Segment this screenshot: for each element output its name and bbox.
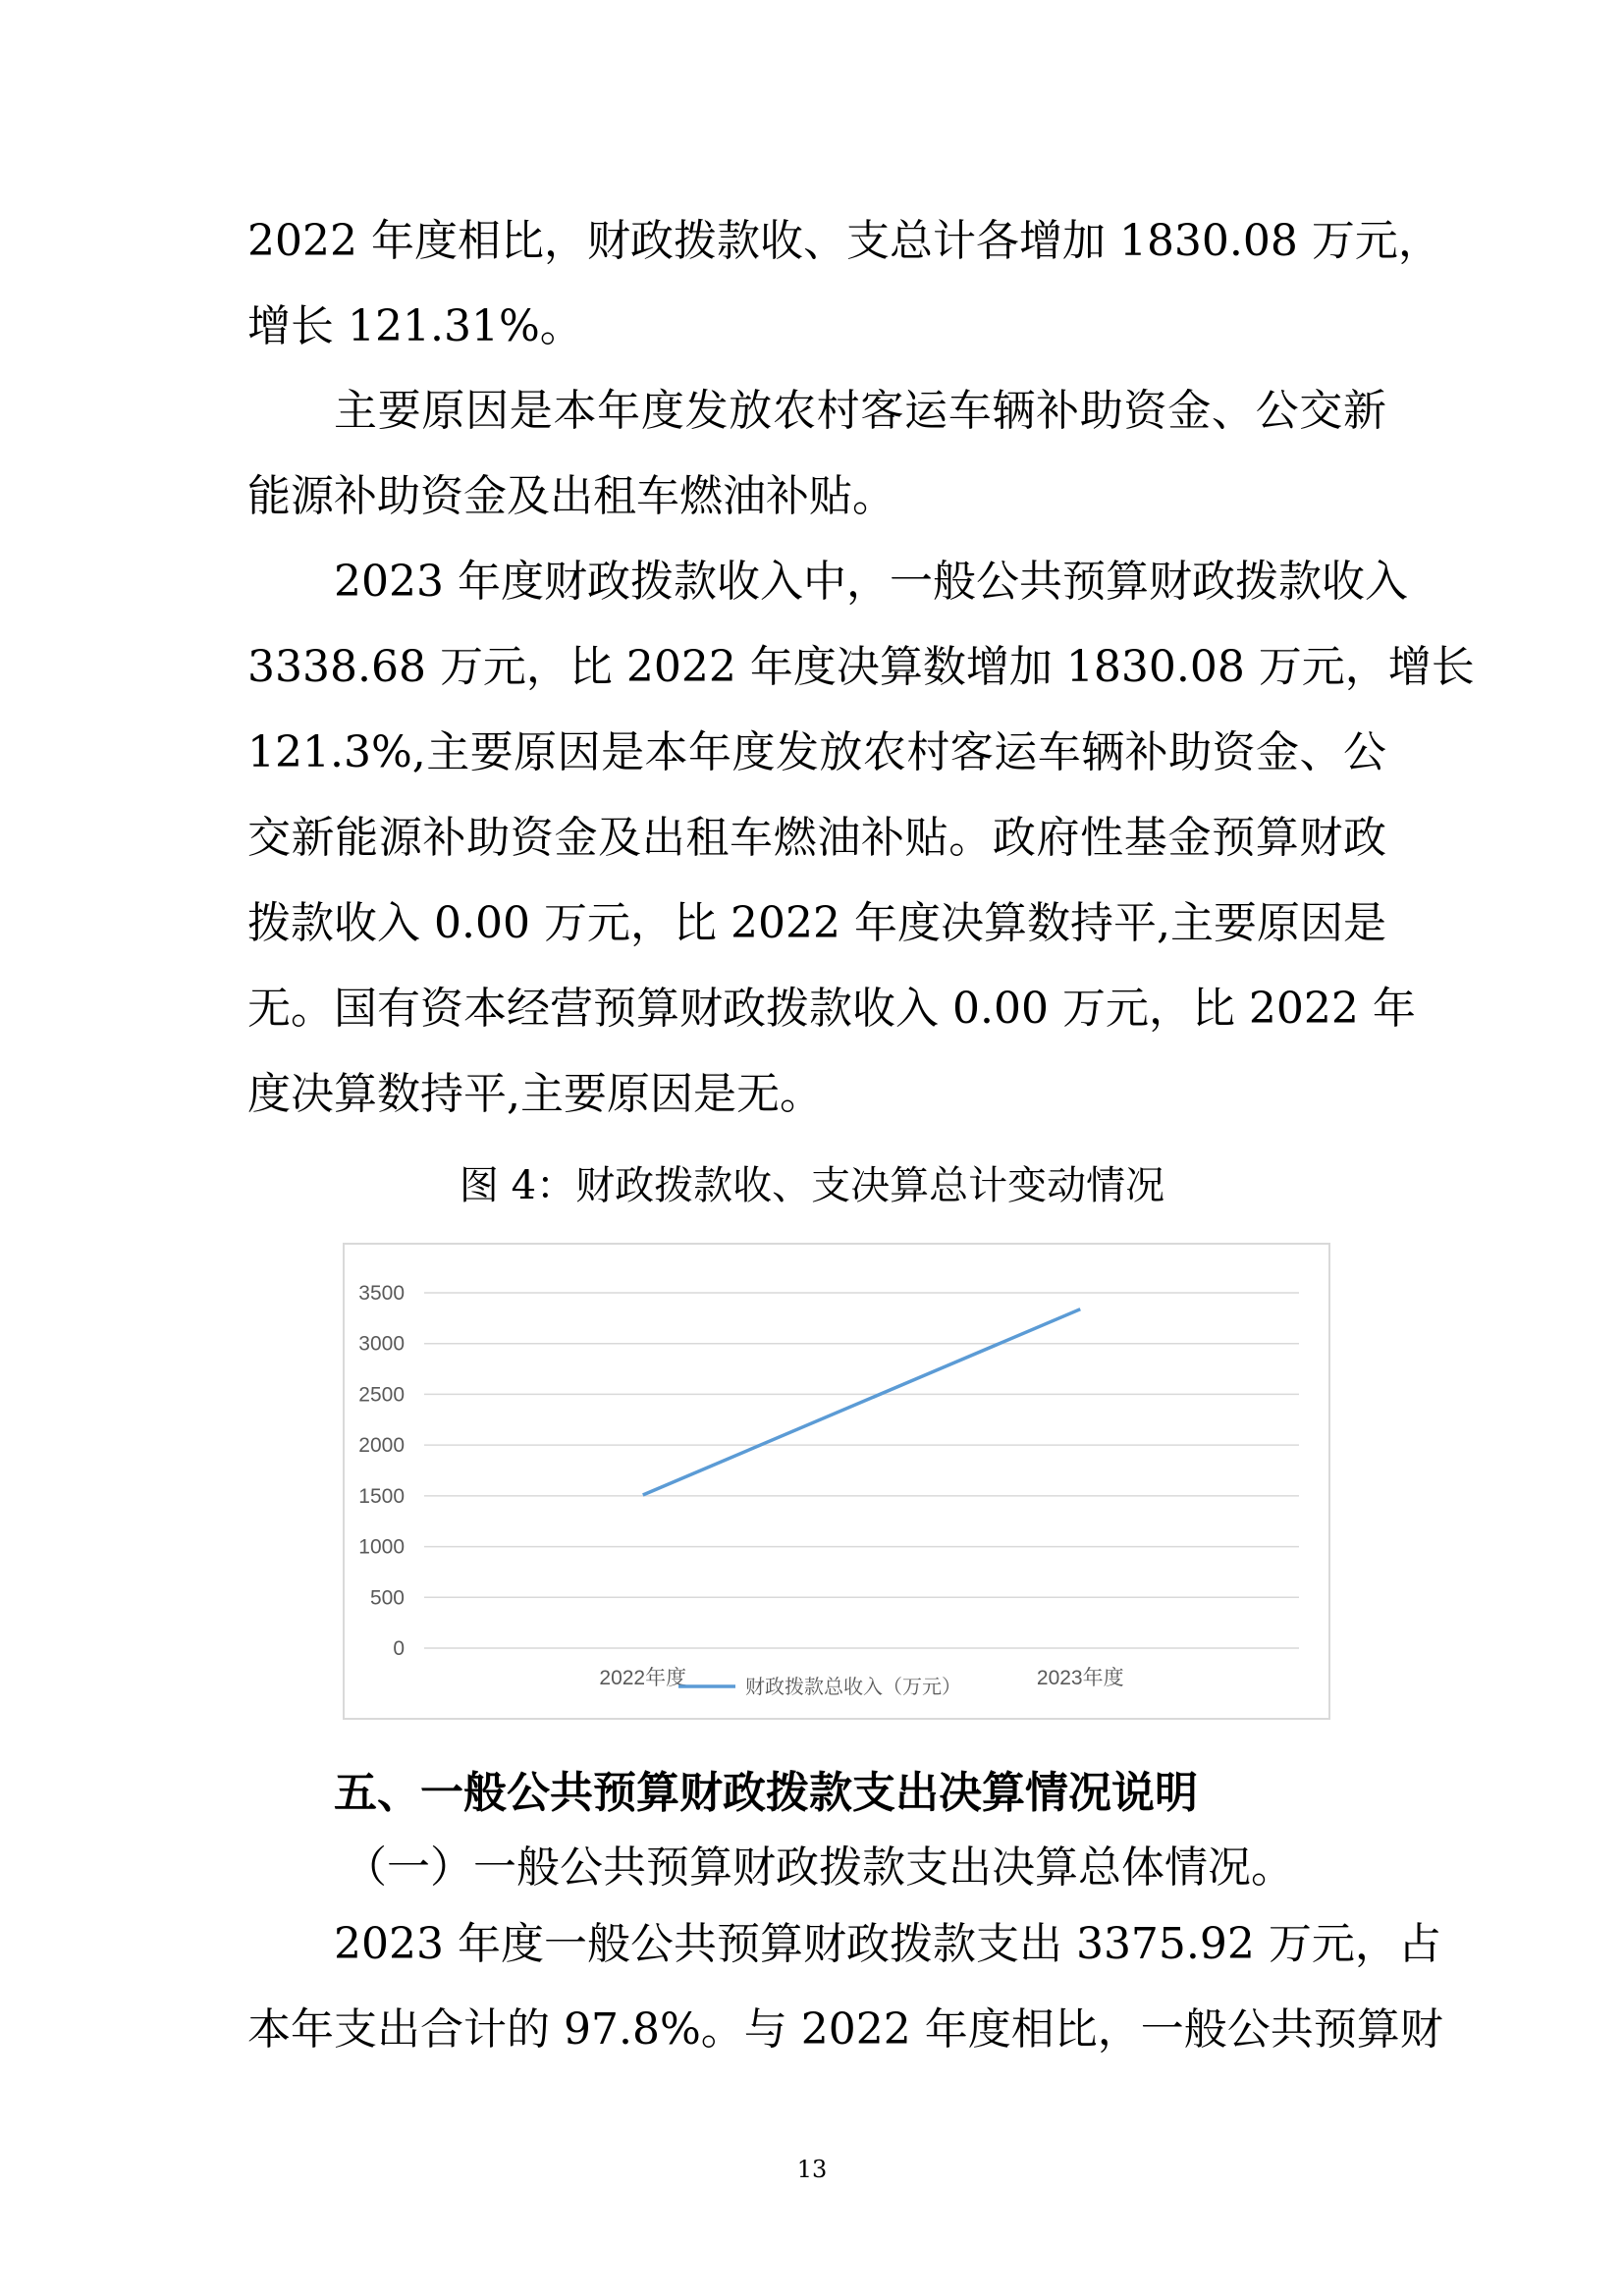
y-tick-label: 2000 (358, 1434, 405, 1458)
y-tick-label: 1000 (358, 1535, 405, 1559)
y-tick-label: 1500 (358, 1484, 405, 1508)
paragraph-line: 3338.68 万元，比 2022 年度决算数增加 1830.08 万元，增长 (247, 642, 1475, 692)
paragraph-line: 主要原因是本年度发放农村客运车辆补助资金、公交新 (334, 386, 1386, 436)
page-number: 13 (796, 2156, 828, 2183)
section-heading: 五、一般公共预算财政拨款支出决算情况说明 (334, 1768, 1198, 1818)
paragraph-line: 交新能源补助资金及出租车燃油补贴。政府性基金预算财政 (247, 813, 1386, 863)
paragraph-line: 本年支出合计的 97.8%。与 2022 年度相比，一般公共预算财 (247, 2004, 1443, 2055)
y-tick-label: 3000 (358, 1332, 405, 1356)
paragraph-line: 2023 年度一般公共预算财政拨款支出 3375.92 万元，占 (334, 1919, 1441, 1969)
series-line (643, 1309, 1081, 1495)
paragraph-line: 度决算数持平,主要原因是无。 (247, 1069, 823, 1119)
x-tick-label: 2023年度 (1036, 1667, 1124, 1689)
paragraph-line: 拨款收入 0.00 万元，比 2022 年度决算数持平,主要原因是 (247, 898, 1386, 948)
line-chart (343, 1243, 1330, 1720)
paragraph-line: 2023 年度财政拨款收入中，一般公共预算财政拨款收入 (334, 557, 1408, 607)
chart-canvas (345, 1245, 1328, 1718)
x-tick-label: 2022年度 (599, 1667, 687, 1689)
legend-label: 财政拨款总收入（万元） (745, 1675, 961, 1698)
y-tick-label: 2500 (358, 1383, 405, 1407)
figure-caption: 图 4：财政拨款收、支决算总计变动情况 (459, 1163, 1165, 1208)
y-tick-label: 500 (369, 1586, 405, 1610)
section-subheading: （一）一般公共预算财政拨款支出决算总体情况。 (344, 1842, 1294, 1893)
paragraph-line: 增长 121.31%。 (247, 301, 583, 351)
paragraph-line: 2022 年度相比，财政拨款收、支总计各增加 1830.08 万元， (247, 216, 1441, 266)
paragraph-line: 无。国有资本经营预算财政拨款收入 0.00 万元，比 2022 年 (247, 984, 1416, 1034)
y-tick-label: 0 (393, 1637, 405, 1660)
y-tick-label: 3500 (358, 1282, 405, 1305)
paragraph-line: 能源补助资金及出租车燃油补贴。 (247, 471, 895, 521)
paragraph-line: 121.3%,主要原因是本年度发放农村客运车辆补助资金、公 (247, 727, 1386, 777)
